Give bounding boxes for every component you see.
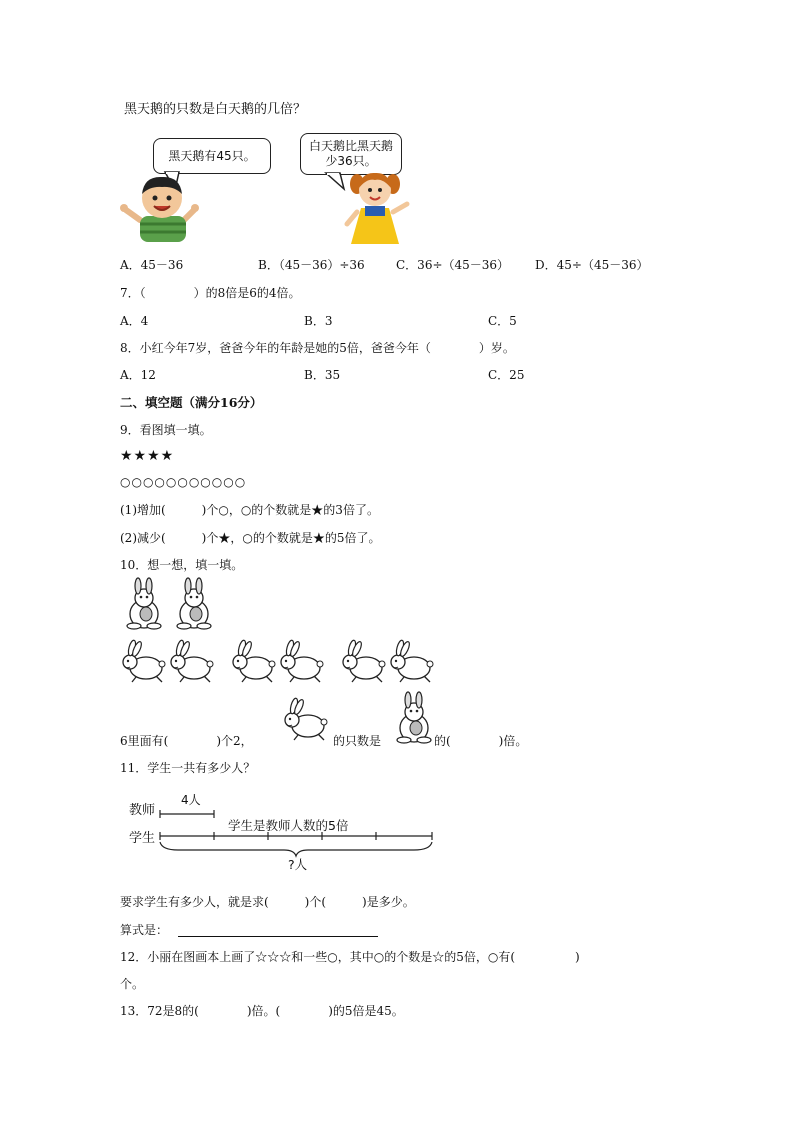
q7-option-b[interactable]: B．3 — [304, 314, 333, 328]
label-teacher: 教师 — [129, 803, 156, 818]
student-total-label: ?人 — [288, 857, 308, 872]
total-brace — [160, 842, 432, 856]
q9-stars: ★★★★ — [120, 448, 175, 464]
running-rabbit — [171, 639, 213, 682]
student-multiple-note: 学生是教师人数的5倍 — [228, 818, 349, 833]
boy-illustration — [118, 174, 198, 244]
label-student: 学生 — [129, 831, 156, 846]
sitting-rabbit — [127, 578, 161, 629]
q10-fill-part1: 6里面有( )个2， — [120, 734, 253, 748]
q6-option-b[interactable]: B．（45－36）÷36 — [258, 258, 365, 272]
q6-question: 黑天鹅的只数是白天鹅的几倍？ — [124, 102, 307, 117]
boy-speech-bubble — [153, 138, 271, 174]
sitting-rabbit-inline — [390, 696, 438, 746]
running-rabbit — [233, 639, 275, 682]
q9-sub2: (2)减少( )个★，○的个数就是★的5倍了。 — [120, 531, 381, 545]
q10-fill-part2: 的只数是 — [333, 734, 382, 748]
q8-option-a[interactable]: A．12 — [120, 368, 156, 382]
q7-option-a[interactable]: A．4 — [120, 314, 149, 328]
q11-fill2: 算式是： — [120, 923, 169, 937]
q8-stem: 8．小红今年7岁，爸爸今年的年龄是她的5倍，爸爸今年（ ）岁。 — [120, 341, 515, 355]
q9-sub1: (1)增加( )个○，○的个数就是★的3倍了。 — [120, 503, 379, 517]
running-rabbit-inline — [280, 700, 328, 744]
q11-stem: 11．学生一共有多少人？ — [120, 761, 256, 775]
boy-bubble-text: 黑天鹅有45只。 — [168, 148, 256, 163]
running-rabbit — [123, 639, 165, 682]
segment-diagram — [158, 808, 448, 858]
q8-option-c[interactable]: C．25 — [488, 368, 525, 382]
running-rabbit — [281, 639, 323, 682]
girl-bubble-text: 白天鹅比黑天鹅少36只。 — [308, 139, 393, 168]
q6-option-c[interactable]: C．36÷（45－36） — [396, 258, 510, 272]
q12-line2: 个。 — [120, 977, 145, 991]
q9-stem: 9．看图填一填。 — [120, 423, 212, 437]
sitting-rabbit — [177, 578, 211, 629]
q6-option-d[interactable]: D．45÷（45－36） — [535, 258, 649, 272]
running-rabbit — [343, 639, 385, 682]
running-rabbit — [391, 639, 433, 682]
q9-circles: ○○○○○○○○○○○ — [120, 475, 247, 489]
q7-option-c[interactable]: C．5 — [488, 314, 517, 328]
q8-option-b[interactable]: B．35 — [304, 368, 341, 382]
q11-fill1: 要求学生有多少人，就是求( )个( )是多少。 — [120, 895, 415, 909]
q10-fill-part3: 的( )倍。 — [434, 734, 528, 748]
teacher-count-label: 4人 — [181, 793, 201, 807]
formula-answer-line[interactable] — [178, 936, 378, 937]
q13-line: 13．72是8的( )倍。( )的5倍是45。 — [120, 1004, 404, 1018]
girl-illustration — [343, 168, 413, 246]
q10-stem: 10．想一想，填一填。 — [120, 558, 244, 572]
section-heading-fill-in: 二、填空题（满分16分） — [120, 395, 263, 410]
q7-stem: 7．（ ）的8倍是6的4倍。 — [120, 286, 301, 300]
q12-line1: 12．小丽在图画本上画了☆☆☆和一些○，其中○的个数是☆的5倍，○有( ) — [120, 950, 580, 964]
q6-option-a[interactable]: A．45－36 — [120, 258, 184, 272]
